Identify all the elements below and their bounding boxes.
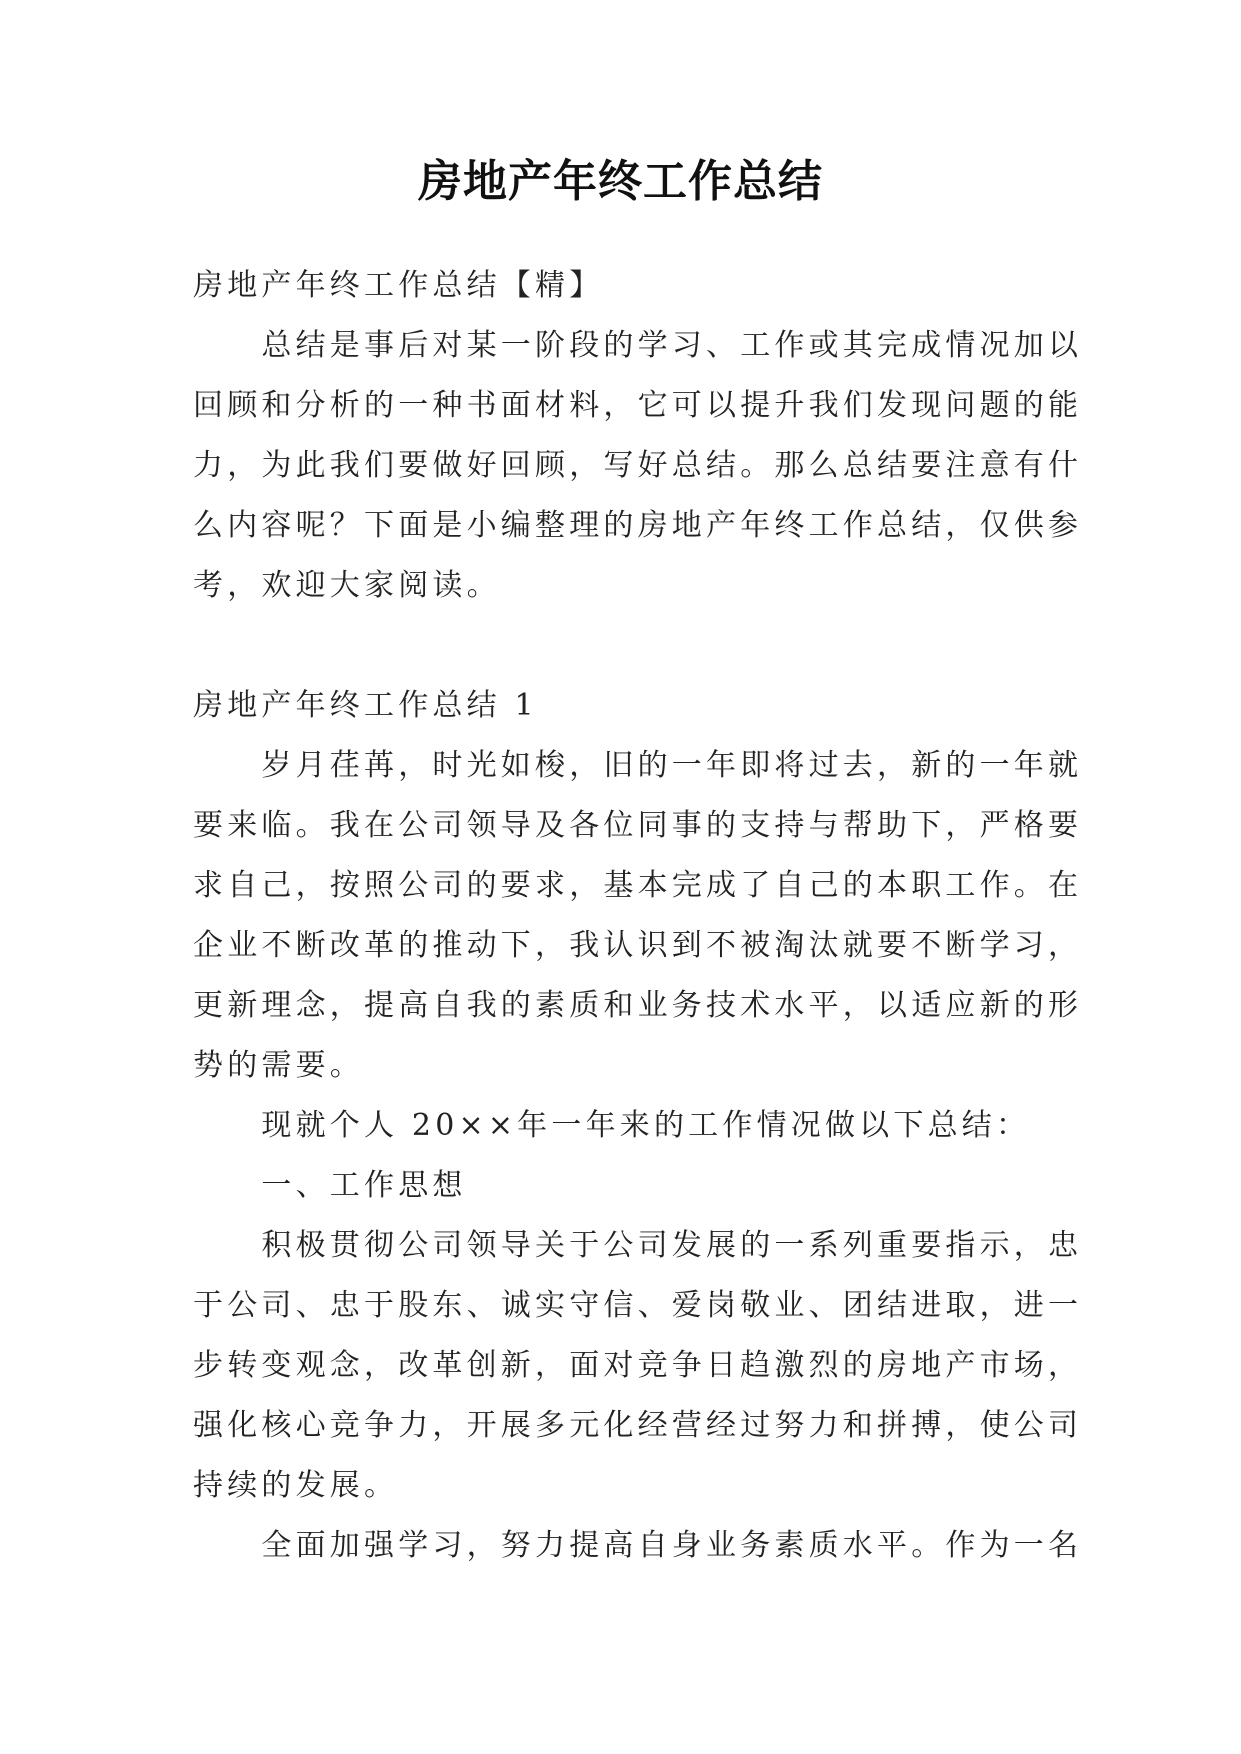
paragraph-line: 要来临。我在公司领导及各位同事的支持与帮助下，严格要 xyxy=(193,808,1083,843)
paragraph-line: 势的需要。 xyxy=(193,1048,364,1083)
paragraph-line: 企业不断改革的推动下，我认识到不被淘汰就要不断学习， xyxy=(193,928,1083,963)
subtitle-line: 房地产年终工作总结【精】 xyxy=(193,268,604,303)
paragraph-line: 回顾和分析的一种书面材料，它可以提升我们发现问题的能 xyxy=(193,388,1083,423)
paragraph-line: 于公司、忠于股东、诚实守信、爱岗敬业、团结进取，进一 xyxy=(193,1288,1083,1323)
subheading-line: 一、工作思想 xyxy=(193,1168,467,1203)
paragraph-line: 全面加强学习，努力提高自身业务素质水平。作为一名 xyxy=(193,1528,1083,1563)
paragraph-line: 求自己，按照公司的要求，基本完成了自己的本职工作。在 xyxy=(193,868,1083,903)
paragraph-line: 强化核心竞争力，开展多元化经营经过努力和拼搏，使公司 xyxy=(193,1408,1083,1443)
paragraph-line: 积极贯彻公司领导关于公司发展的一系列重要指示，忠 xyxy=(193,1228,1083,1263)
paragraph-line: 力，为此我们要做好回顾，写好总结。那么总结要注意有什 xyxy=(193,448,1083,483)
paragraph-line: 步转变观念，改革创新，面对竞争日趋激烈的房地产市场， xyxy=(193,1348,1083,1383)
paragraph-line: 考，欢迎大家阅读。 xyxy=(193,568,501,603)
section-heading: 房地产年终工作总结 1 xyxy=(193,688,538,723)
paragraph-line: 岁月荏苒，时光如梭，旧的一年即将过去，新的一年就 xyxy=(193,748,1083,783)
paragraph-line: 更新理念，提高自我的素质和业务技术水平，以适应新的形 xyxy=(193,988,1083,1023)
paragraph-line: 总结是事后对某一阶段的学习、工作或其完成情况加以 xyxy=(193,328,1083,363)
paragraph-line: 么内容呢？下面是小编整理的房地产年终工作总结，仅供参 xyxy=(193,508,1083,543)
paragraph-line: 现就个人 20××年一年来的工作情况做以下总结： xyxy=(193,1108,1031,1143)
paragraph-line: 持续的发展。 xyxy=(193,1468,399,1503)
document-title: 房地产年终工作总结 xyxy=(418,156,823,207)
